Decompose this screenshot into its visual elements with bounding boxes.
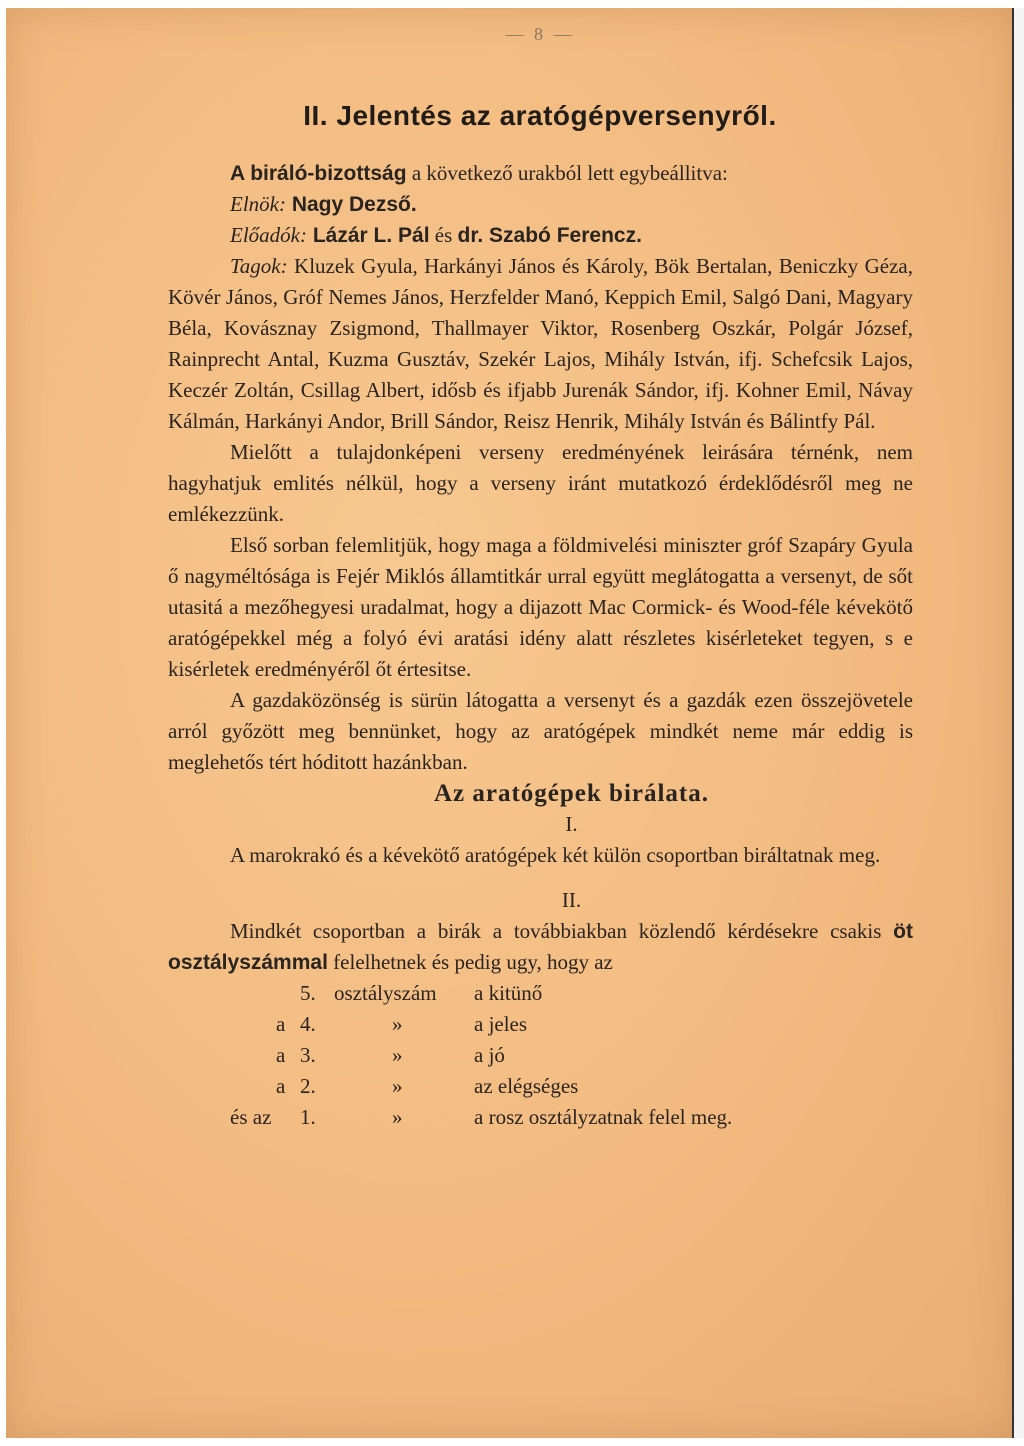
members-label: Tagok: — [230, 254, 288, 278]
section-2-numeral: II. — [561, 888, 582, 912]
document-body — [168, 158, 913, 1134]
rapporteur-1: Lázár L. Pál — [306, 224, 430, 247]
section-2-text — [168, 916, 913, 978]
grade-desc: a kitünő — [474, 981, 543, 1005]
rapporteurs-and: és — [429, 223, 458, 247]
grade-prefix: a — [276, 1012, 286, 1036]
grade-scale — [168, 978, 913, 1134]
grade-mid: osztályszám — [334, 981, 437, 1005]
grade-prefix: és az — [230, 1105, 272, 1129]
grade-prefix: a — [276, 1043, 286, 1067]
section-2-bold: öt osztályszámmal — [168, 920, 913, 974]
committee-chair — [168, 189, 913, 220]
committee-rapporteurs — [168, 220, 913, 251]
grade-mid: » — [392, 1012, 403, 1036]
section-title: Az aratógépek birálata. — [433, 780, 710, 807]
grade-mid: » — [392, 1074, 403, 1098]
committee-heading: A biráló-bizottság — [230, 162, 407, 185]
grade-number: 5. — [300, 981, 316, 1005]
committee-intro-text: a következő urakból lett egybeállitva: — [406, 161, 728, 185]
page-edge — [1012, 8, 1024, 1438]
grade-mid: » — [392, 1043, 403, 1067]
section-2-text-before: Mindkét csoportban a birák a továbbiakban közlendő kérdésekre csakis — [230, 919, 894, 943]
section-1-text: A marokrakó és a kévekötő aratógépek két külön csoportban biráltatnak meg. — [230, 843, 881, 867]
page-title: II. Jelentés az aratógépversenyről. — [303, 100, 777, 131]
chair-label: Elnök: — [230, 192, 286, 216]
members-list: Kluzek Gyula, Harkányi János és Károly, Bök Bertalan, Beniczky Géza, Kövér János, Gróf Nemes János, Herzfelder Manó, Keppich Emil, Salgó Dani, Magyary Béla, Kovásznay Zsigmond, Thallmayer Viktor, Rosenberg Oszkár, Polgár József, Rainprecht Antal, Kuzma Gusztáv, Szekér Lajos, Mihály István, ifj. Schefcsik Lajos, Keczér Zoltán, Csillag Albert, idősb és ifjabb Jurenák Sándor, ifj. Kohner Emil, Návay Kálmán, Harkányi Andor, Brill Sándor, Reisz Henrik, Mihály István és Bálintfy Pál. — [168, 254, 913, 433]
committee-members — [168, 251, 913, 437]
paragraph-1: Mielőtt a tulajdonképeni verseny eredményének leirására térnénk, nem hagyhatjuk emlités nélkül, hogy a verseny iránt mutatkozó érdeklődésről meg ne emlékezzünk. — [168, 440, 913, 526]
grade-number: 2. — [300, 1074, 316, 1098]
paragraph-3: A gazdaközönség is sürün látogatta a versenyt és a gazdák ezen összejövetele arról győzött meg bennünket, hogy az aratógépek mindkét neme már eddig is meglehetős tért hóditott hazánkban. — [168, 688, 913, 774]
grade-desc: a rosz osztályzatnak felel meg. — [474, 1105, 733, 1129]
grade-desc: az elégséges — [474, 1074, 579, 1098]
section-1-numeral: I. — [565, 812, 578, 836]
grade-desc: a jó — [474, 1043, 505, 1067]
rapporteurs-label: Előadók: — [230, 223, 307, 247]
grade-desc: a jeles — [474, 1012, 528, 1036]
grade-prefix: a — [276, 1074, 286, 1098]
page-number: — 8 — — [505, 24, 575, 44]
chair-name: Nagy Dezső. — [285, 193, 417, 216]
paragraph-2: Első sorban felemlitjük, hogy maga a földmivelési miniszter gróf Szapáry Gyula ő nagyméltósága is Fejér Miklós államtitkár urral együtt meglátogatta a versenyt, de sőt utasitá a mezőhegyesi uradalmat, hogy a dijazott Mac Cormick- és Wood-féle kévekötő aratógépekkel még a folyó évi aratási idény alatt részletes kisérleteket tegyen, s e kisérletek eredményéről őt értesitse. — [168, 533, 913, 681]
committee-intro — [168, 158, 913, 189]
grade-number: 4. — [300, 1012, 316, 1036]
section-2-text-after: felelhetnek és pedig ugy, hogy az — [327, 950, 613, 974]
grade-number: 3. — [300, 1043, 316, 1067]
rapporteur-2: dr. Szabó Ferencz. — [457, 224, 642, 247]
grade-number: 1. — [300, 1105, 316, 1129]
grade-mid: » — [392, 1105, 403, 1129]
